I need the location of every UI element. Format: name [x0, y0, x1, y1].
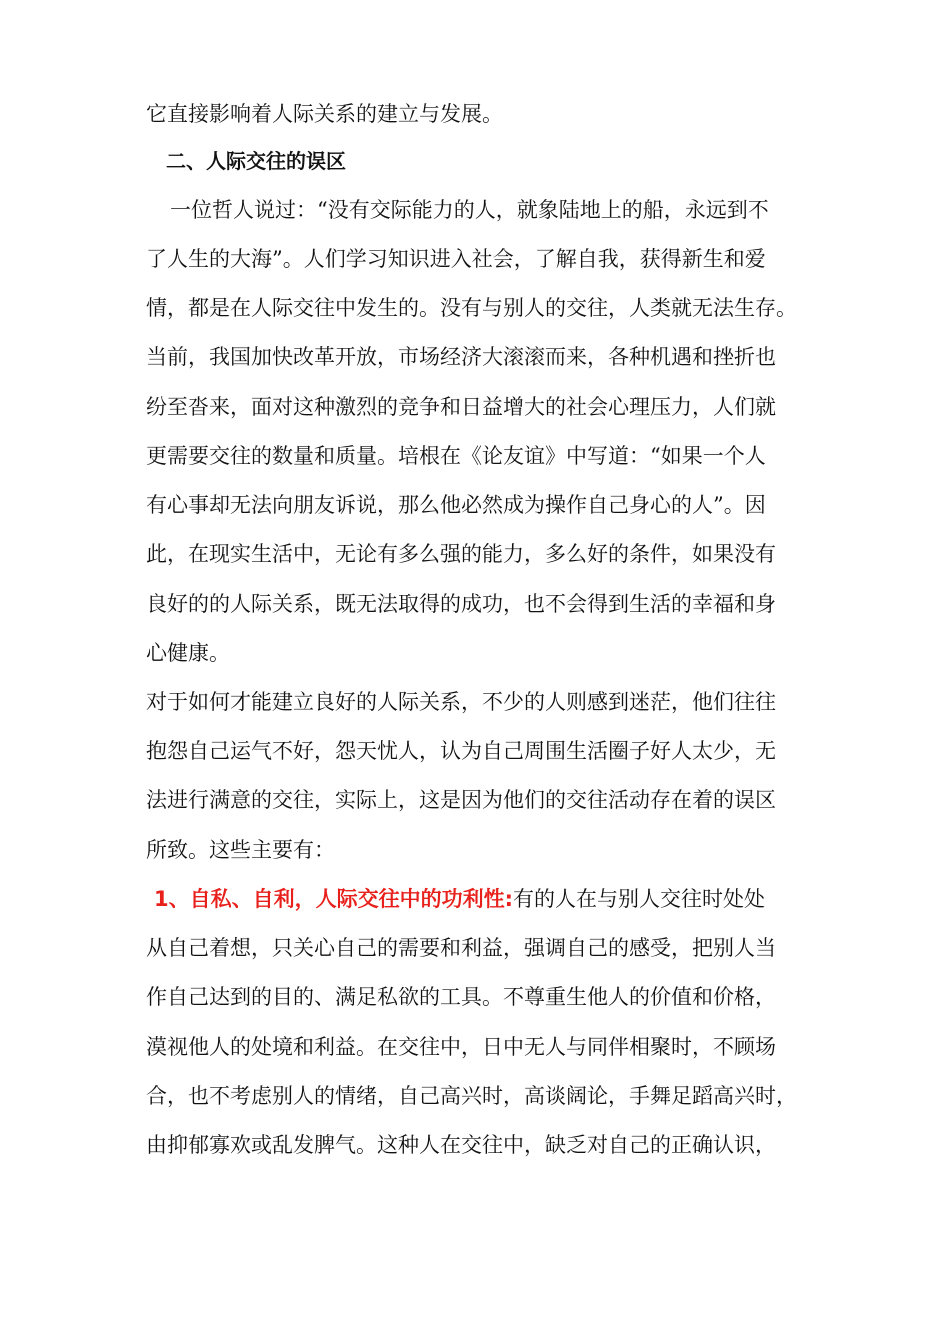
paragraph-line: 当前，我国加快改革开放，市场经济大滚滚而来，各种机遇和挫折也 — [146, 345, 776, 369]
paragraph-line: 此，在现实生活中，无论有多么强的能力，多么好的条件，如果没有 — [146, 542, 776, 566]
paragraph-line: 纷至沓来，面对这种激烈的竞争和日益增大的社会心理压力，人们就 — [146, 395, 776, 419]
paragraph-line: 由抑郁寡欢或乱发脾气。这种人在交往中，缺乏对自己的正确认识， — [146, 1133, 776, 1157]
point-1-text: 有的人在与别人交往时处处 — [513, 887, 766, 911]
paragraph-line: 更需要交往的数量和质量。培根在《论友谊》中写道：“如果一个人 — [146, 444, 766, 468]
paragraph-line: 一位哲人说过：“没有交际能力的人，就象陆地上的船，永远到不 — [170, 198, 769, 222]
paragraph-line: 所致。这些主要有： — [146, 838, 335, 862]
paragraph-line: 合，也不考虑别人的情绪，自己高兴时，高谈阔论，手舞足蹈高兴时， — [146, 1084, 797, 1108]
paragraph-line: 情，都是在人际交往中发生的。没有与别人的交往，人类就无法生存。 — [146, 296, 797, 320]
paragraph-line: 了人生的大海”。人们学习知识进入社会，了解自我，获得新生和爱 — [146, 247, 766, 271]
paragraph-line: 有心事却无法向朋友诉说，那么他必然成为操作自己身心的人”。因 — [146, 493, 766, 517]
paragraph-line: 漠视他人的处境和利益。在交往中，日中无人与同伴相聚时，不顾场 — [146, 1035, 776, 1059]
paragraph-line: 从自己着想，只关心自己的需要和利益，强调自己的感受，把别人当 — [146, 936, 776, 960]
point-1-first-line — [154, 884, 816, 914]
paragraph-line: 良好的的人际关系，既无法取得的成功，也不会得到生活的幸福和身 — [146, 592, 776, 616]
paragraph-line: 作自己达到的目的、满足私欲的工具。不尊重生他人的价值和价格， — [146, 985, 776, 1009]
point-1-label: 1、自私、自利，人际交往中的功利性: — [154, 887, 514, 911]
paragraph-line: 法进行满意的交往，实际上，这是因为他们的交往活动存在着的误区 — [146, 788, 776, 812]
paragraph-line: 心健康。 — [146, 641, 230, 665]
section-heading: 二、人际交往的误区 — [166, 149, 346, 173]
paragraph-line: 抱怨自己运气不好，怨天忧人，认为自己周围生活圈子好人太少，无 — [146, 739, 776, 763]
paragraph-line: 对于如何才能建立良好的人际关系，不少的人则感到迷茫，他们往往 — [146, 690, 776, 714]
text-line: 它直接影响着人际关系的建立与发展。 — [146, 102, 503, 126]
